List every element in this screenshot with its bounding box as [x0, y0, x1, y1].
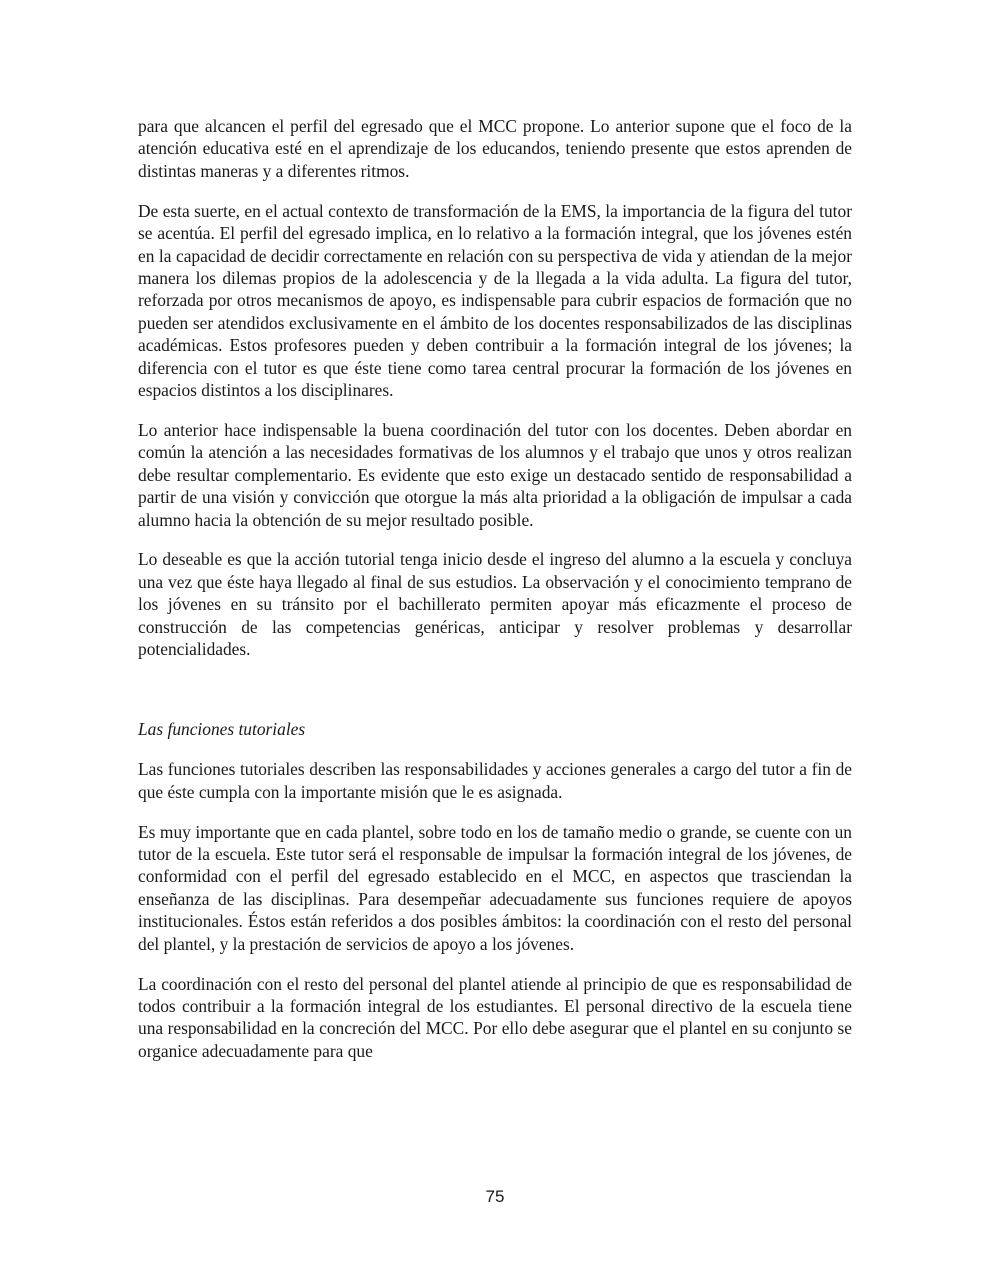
page-body [138, 115, 852, 1080]
paragraph-staff-coordination: La coordinación con el resto del personal del plantel atiende al principio de que es responsabilidad de todos contribuir a la formación integral de los estudiantes. El personal directivo de la escuela tiene una responsabilidad en la concreción del MCC. Por ello debe asegurar que el plantel en su conjunto se organice adecuadamente para que [138, 973, 852, 1061]
paragraph-school-tutor: Es muy importante que en cada plantel, sobre todo en los de tamaño medio o grande, se cuente con un tutor de la escuela. Este tutor será el responsable de impulsar la formación integral de los jóvenes, de conformidad con el perfil del egresado establecido en el MCC, en aspectos que trasciendan la enseñanza de las disciplinas. Para desempeñar adecuadamente sus funciones requiere de apoyos institucionales. Éstos están referidos a dos posibles ámbitos: la coordinación con el resto del personal del plantel, y la prestación de servicios de apoyo a los jóvenes. [138, 821, 852, 954]
paragraph-intro-continuation: para que alcancen el perfil del egresado que el MCC propone. Lo anterior supone que el foco de la atención educativa esté en el aprendizaje de los educandos, teniendo presente que estos aprenden de distintas maneras y a diferentes ritmos. [138, 116, 852, 181]
paragraph-tutor-figure: De esta suerte, en el actual contexto de transformación de la EMS, la importancia de la figura del tutor se acentúa. El perfil del egresado implica, en lo relativo a la formación integral, que los jóvenes estén en la capacidad de decidir correctamente en relación con su perspectiva de vida y atiendan de la mejor manera los dilemas propios de la adolescencia y de la llegada a la vida adulta. La figura del tutor, reforzada por otros mecanismos de apoyo, es indispensable para cubrir espacios de formación que no pueden ser atendidos exclusivamente en el ámbito de los docentes responsabilizados de las disciplinas académicas. Estos profesores pueden y deben contribuir a la formación integral de los jóvenes; la diferencia con el tutor es que éste tiene como tarea central procurar la formación de los jóvenes en espacios distintos a los disciplinares. [138, 200, 852, 400]
paragraph-tutorial-action: Lo deseable es que la acción tutorial tenga inicio desde el ingreso del alumno a la escuela y concluya una vez que éste haya llegado al final de sus estudios. La observación y el conocimiento temprano de los jóvenes en su tránsito por el bachillerato permiten apoyar más eficazmente el proceso de construcción de las competencias genéricas, anticipar y resolver problemas y desarrollar potencialidades. [138, 549, 852, 660]
section-heading: Las funciones tutoriales [138, 719, 306, 740]
page-number: 75 [485, 1187, 505, 1206]
paragraph-functions-definition: Las funciones tutoriales describen las responsabilidades y acciones generales a cargo del tutor a fin de que éste cumpla con la importante misión que le es asignada. [138, 759, 852, 802]
paragraph-coordination-teachers: Lo anterior hace indispensable la buena coordinación del tutor con los docentes. Deben abordar en común la atención a las necesidades formativas de los alumnos y el trabajo que unos y otros realizan debe resultar complementario. Es evidente que esto exige un destacado sentido de responsabilidad a partir de una visión y convicción que otorgue la más alta prioridad a la obligación de impulsar a cada alumno hacia la obtención de su mejor resultado posible. [138, 419, 852, 530]
